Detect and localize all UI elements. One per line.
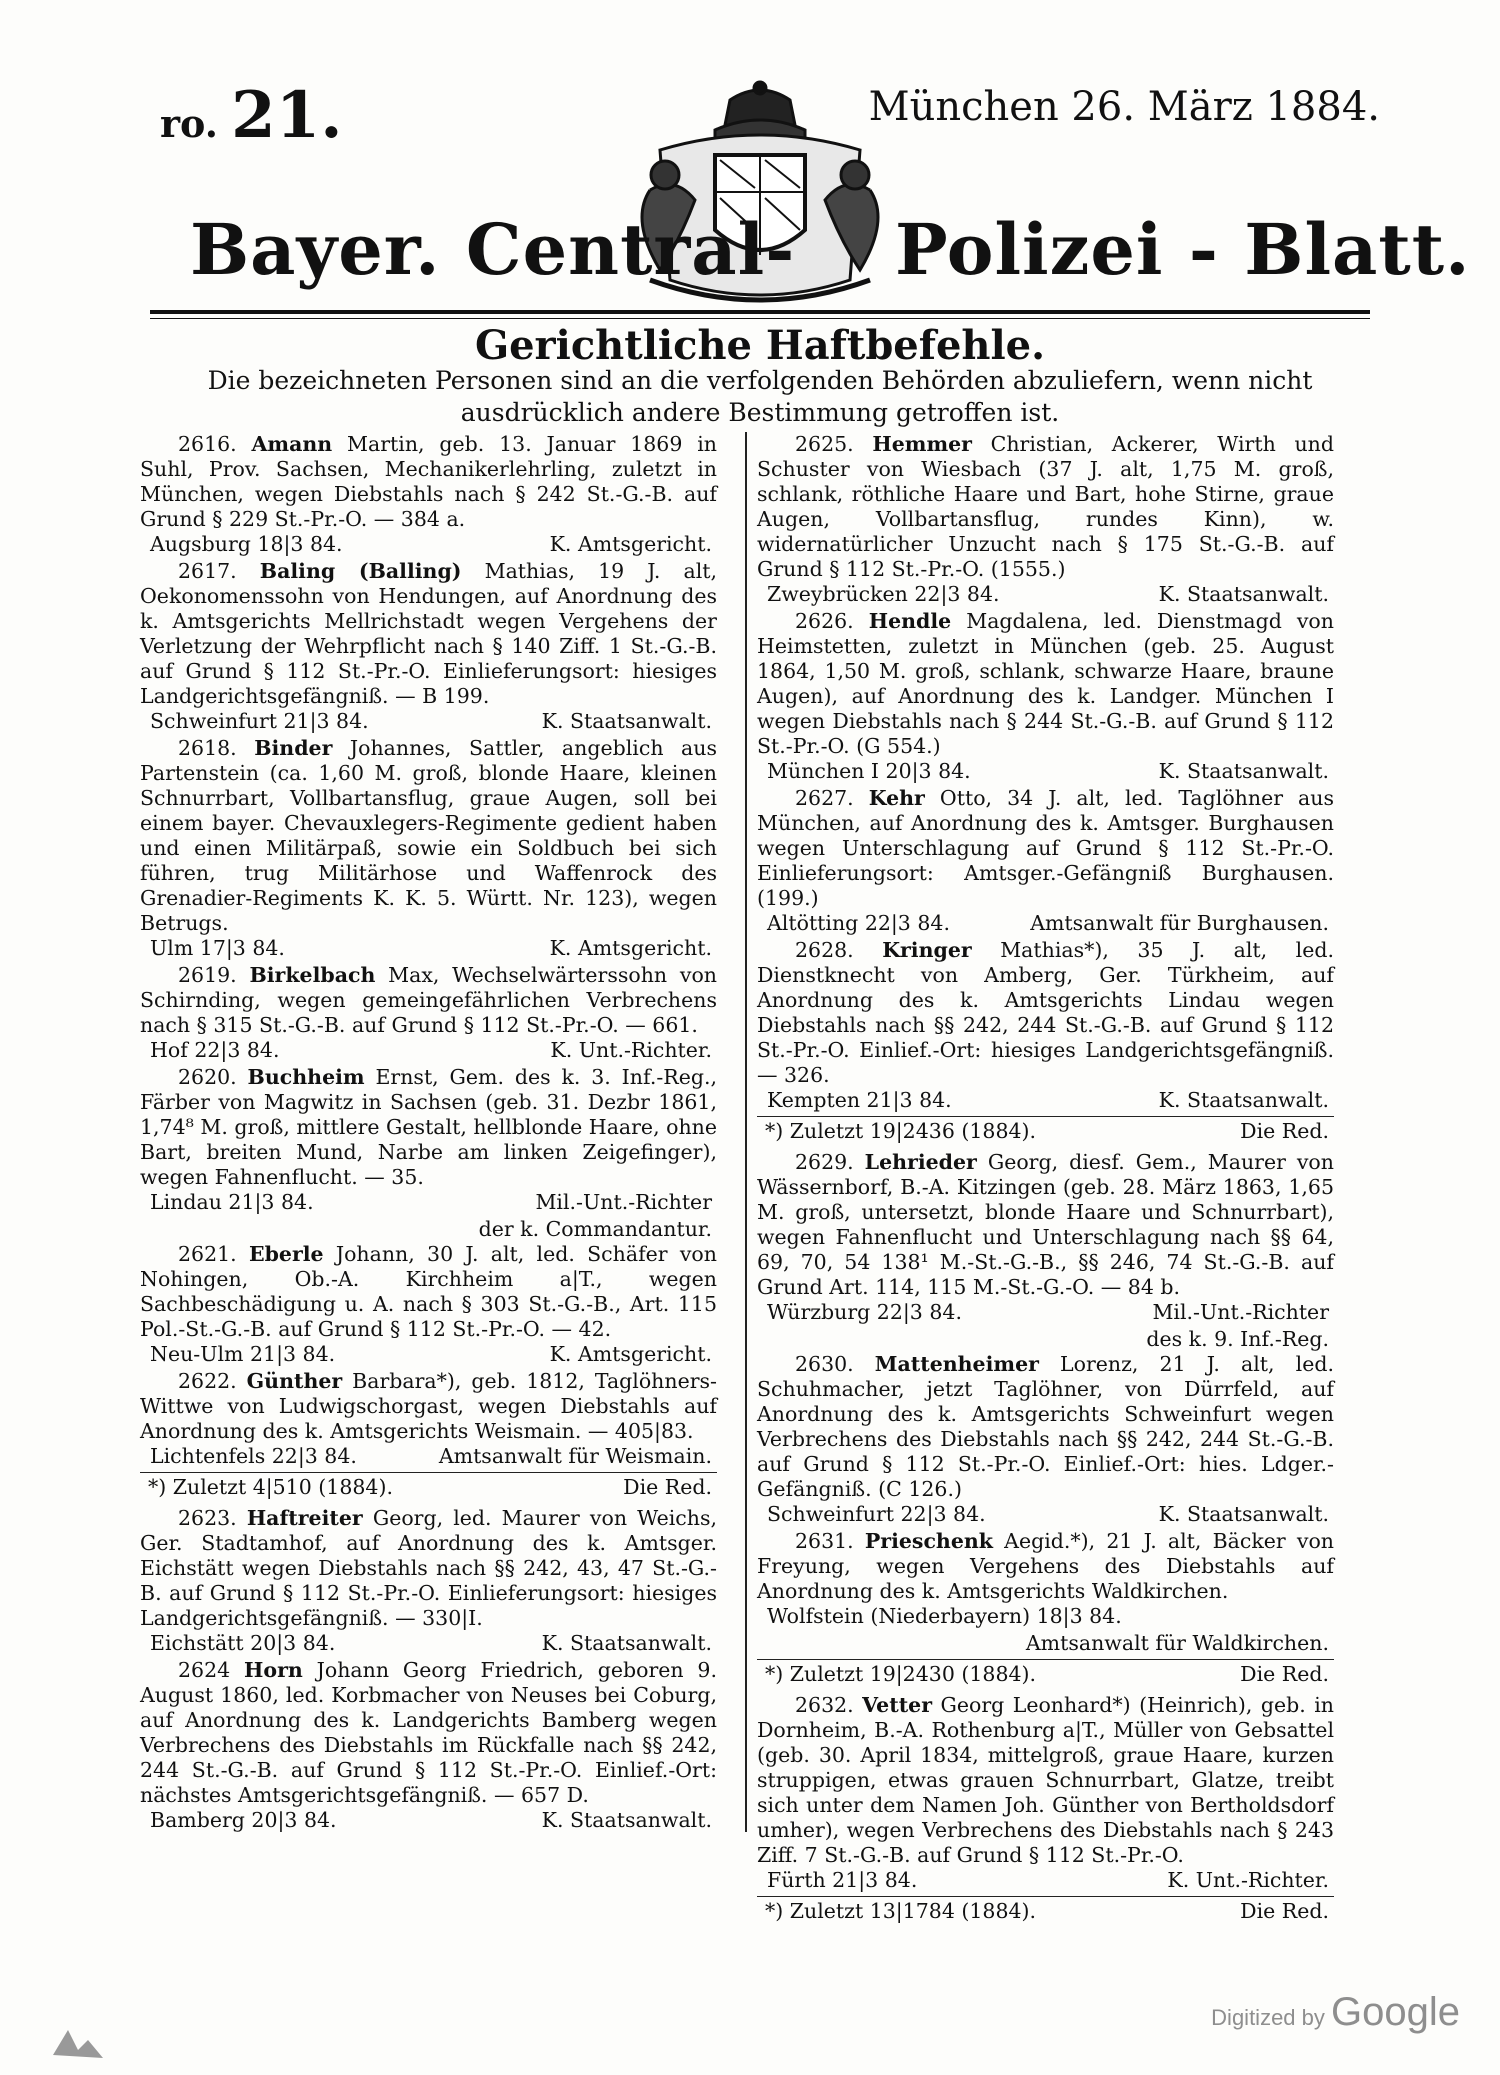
editor-footnote — [757, 1116, 1334, 1146]
warrant-details: Magdalena, led. Dienstmagd von Heimstetten, zuletzt in München (geb. 25. August 1864, 1,50 M. groß, schlank, schwarze Haare, braune Augen), auf Anordnung des k. Landger. München I wegen Diebstahls nach § 244 St.-G.-B. auf Grund § 112 St.-Pr.-O. (G 554.) — [757, 609, 1334, 758]
warrant-number: 2627. — [795, 786, 854, 810]
warrant-entry — [140, 1369, 717, 1502]
issuing-authority: K. Staatsanwalt. — [1158, 759, 1329, 783]
warrant-text — [757, 1693, 1334, 1868]
issue-date: München 26. März 1884. — [868, 84, 1380, 130]
warrant-signature — [140, 1190, 717, 1215]
issuing-authority: K. Amtsgericht. — [549, 1342, 712, 1366]
issuing-authority: Mil.-Unt.-Richter — [1152, 1300, 1329, 1324]
warrant-details: Lorenz, 21 J. alt, led. Schuhmacher, jetzt Taglöhner, von Dürrfeld, auf Anordnung des k. Amtsgerichts Schweinfurt wegen Verbrechens des Diebstahls nach §§ 242, 244 St.-G.-B. auf Grund § 112 St.-Pr.-O. Einlief.-Ort: hies. Ldger.-Gefängniß. (C 126.) — [757, 1352, 1334, 1501]
person-name: Günther — [246, 1369, 343, 1393]
issuing-place-date: Wolfstein (Niederbayern) 18|3 84. — [767, 1604, 1122, 1628]
issuing-place-date: Hof 22|3 84. — [150, 1038, 280, 1062]
google-logo: Google — [1331, 1990, 1460, 2034]
warrant-signature — [140, 1444, 717, 1469]
issuing-place-date: Neu-Ulm 21|3 84. — [150, 1342, 336, 1366]
warrant-signature — [757, 759, 1334, 784]
issuing-authority: K. Unt.-Richter. — [550, 1038, 712, 1062]
person-name: Haftreiter — [246, 1506, 363, 1530]
warrant-signature — [140, 709, 717, 734]
warrant-details: Otto, 34 J. alt, led. Taglöhner aus München, auf Anordnung des k. Amtsger. Burghausen wegen Unterschlagung auf Grund § 112 St.-Pr.-O. Einlieferungsort: Amtsger.-Gefängniß Burghausen. (199.) — [757, 786, 1334, 910]
warrant-signature — [757, 582, 1334, 607]
warrant-number: 2631. — [795, 1529, 854, 1553]
editor-footnote — [140, 1472, 717, 1502]
editor-footnote — [757, 1659, 1334, 1689]
warrant-text — [757, 609, 1334, 759]
warrant-signature — [757, 1502, 1334, 1527]
warrant-number: 2628. — [795, 938, 854, 962]
warrant-number: 2625. — [795, 432, 854, 456]
warrant-number: 2620. — [178, 1065, 237, 1089]
issuing-authority: Amtsanwalt für Burghausen. — [1030, 911, 1329, 935]
warrant-signature — [140, 1342, 717, 1367]
column-divider — [745, 432, 747, 1832]
footnote-text: *) Zuletzt 19|2430 (1884). — [765, 1662, 1037, 1686]
warrant-number: 2626. — [795, 609, 854, 633]
warrant-entry — [757, 609, 1334, 784]
left-column — [140, 432, 717, 1835]
warrant-entry — [757, 1693, 1334, 1926]
warrant-details: Johannes, Sattler, angeblich aus Partenstein (ca. 1,60 M. groß, blonde Haare, kleinen Schnurrbart, Vollbartansflug, graue Augen, soll bei einem bayer. Chevauxlegers-Regimente gedient haben und einen Militärpaß, sowie ein Soldbuch bei sich führen, trug Militärhose und Waffenrock des Grenadier-Regiments K. K. 5. Württ. Nr. 123), wegen Betrugs. — [140, 736, 717, 935]
warrant-entry — [757, 1352, 1334, 1527]
warrant-entry — [757, 432, 1334, 607]
warrant-entry — [140, 736, 717, 961]
issuing-authority: K. Staatsanwalt. — [1158, 582, 1329, 606]
issuing-place-date: Eichstätt 20|3 84. — [150, 1631, 336, 1655]
warrant-signature — [757, 1868, 1334, 1893]
issuing-authority: K. Staatsanwalt. — [1158, 1088, 1329, 1112]
issuing-authority: K. Staatsanwalt. — [541, 1631, 712, 1655]
warrant-details: Barbara*), geb. 1812, Taglöhners-Wittwe von Ludwigschorgast, wegen Diebstahls auf Anordnung des k. Amtsgerichts Weismain. — 405|83. — [140, 1369, 717, 1443]
editor-footnote — [757, 1896, 1334, 1926]
warrant-text — [140, 1369, 717, 1444]
warrant-entry — [757, 1150, 1334, 1352]
warrant-entry — [140, 1506, 717, 1656]
warrant-signature — [140, 1631, 717, 1656]
warrant-details: Georg, diesf. Gem., Maurer von Wässernborf, B.-A. Kitzingen (geb. 28. März 1863, 1,65 M. groß, untersetzt, blonde Haare und Schnurrbart), wegen Fahnenflucht und Unterschlagung nach §§ 64, 69, 70, 54 138¹ M.-St.-G.-B., §§ 246, 74 St.-G.-B. auf Grund Art. 114, 115 M.-St.-G.-O. — 84 b. — [757, 1150, 1334, 1299]
person-name: Lehrieder — [864, 1150, 977, 1174]
warrant-entry — [757, 786, 1334, 936]
person-name: Kringer — [882, 938, 972, 962]
warrant-number: 2623. — [178, 1506, 237, 1530]
footnote-editor: Die Red. — [623, 1475, 712, 1499]
issuing-authority: K. Amtsgericht. — [549, 532, 712, 556]
warrant-text — [140, 1506, 717, 1631]
warrant-text — [757, 786, 1334, 911]
warrant-number: 2632. — [795, 1693, 854, 1717]
footnote-text: *) Zuletzt 13|1784 (1884). — [765, 1899, 1037, 1923]
warrant-number: 2624 — [178, 1658, 231, 1682]
warrant-text — [757, 432, 1334, 582]
issuing-authority: K. Staatsanwalt. — [1158, 1502, 1329, 1526]
warrant-entry — [757, 938, 1334, 1146]
warrant-text — [140, 559, 717, 709]
warrant-entry — [140, 1658, 717, 1833]
issuing-authority: K. Staatsanwalt. — [541, 1808, 712, 1832]
warrant-details: Max, Wechselwärterssohn von Schirnding, wegen gemeingefährlichen Verbrechens nach § 315 St.-G.-B. auf Grund § 112 St.-Pr.-O. — 661. — [140, 963, 717, 1037]
warrant-signature — [757, 1300, 1334, 1325]
person-name: Birkelbach — [249, 963, 376, 987]
footnote-editor: Die Red. — [1240, 1662, 1329, 1686]
person-name: Baling (Balling) — [259, 559, 462, 583]
warrant-number: 2630. — [795, 1352, 854, 1376]
issuing-authority: Mil.-Unt.-Richter — [535, 1190, 712, 1214]
issuing-authority-line2: des k. 9. Inf.-Reg. — [1146, 1327, 1329, 1351]
warrant-signature — [140, 1038, 717, 1063]
person-name: Amann — [251, 432, 333, 456]
warrant-number: 2622. — [178, 1369, 237, 1393]
warrant-entry — [140, 1242, 717, 1367]
person-name: Binder — [254, 736, 333, 760]
issue-number-prefix: ro. — [160, 101, 218, 146]
warrant-signature — [140, 1808, 717, 1833]
section-intro: Die bezeichneten Personen sind an die verfolgenden Behörden abzuliefern, wenn nicht ausdrücklich andere Bestimmung getroffen ist. — [207, 366, 1313, 427]
warrant-details: Johann, 30 J. alt, led. Schäfer von Nohingen, Ob.-A. Kirchheim a|T., wegen Sachbeschädigung u. A. nach § 303 St.-G.-B., Art. 115 Pol.-St.-G.-B. auf Grund § 112 St.-Pr.-O. — 42. — [140, 1242, 717, 1341]
issuing-authority-line2: Amtsanwalt für Waldkirchen. — [1025, 1631, 1329, 1655]
issuing-place-date: Ulm 17|3 84. — [150, 936, 285, 960]
issuing-place-date: Zweybrücken 22|3 84. — [767, 582, 1000, 606]
warrant-details: Mathias, 19 J. alt, Oekonomenssohn von Hendungen, auf Anordnung des k. Amtsgerichts Mellrichstadt wegen Vergehens der Verletzung der Wehrpflicht nach § 140 Ziff. 1 St.-G.-B. auf Grund § 112 St.-Pr.-O. Einlieferungsort: hiesiges Landgerichtsgefängniß. — B 199. — [140, 559, 718, 708]
section-title: Gerichtliche Haftbefehle. — [474, 322, 1046, 369]
issuing-place-date: Augsburg 18|3 84. — [150, 532, 343, 556]
warrant-text — [140, 963, 717, 1038]
right-column — [757, 432, 1334, 1930]
warrant-text — [140, 1242, 717, 1342]
warrant-details: Johann Georg Friedrich, geboren 9. August 1860, led. Korbmacher von Neuses bei Coburg, auf Anordnung des k. Landgerichts Bamberg wegen Verbrechens des Diebstahls im Rückfalle nach §§ 242, 244 St.-G.-B. auf Grund § 112 St.-Pr.-O. Einlief.-Ort: nächstes Amtsgerichtsgefängniß. — 657 D. — [140, 1658, 717, 1807]
issuing-place-date: Lichtenfels 22|3 84. — [150, 1444, 357, 1468]
warrant-text — [140, 736, 717, 936]
warrant-text — [140, 432, 717, 532]
warrant-details: Christian, Ackerer, Wirth und Schuster von Wiesbach (37 J. alt, 1,75 M. groß, schlank, röthliche Haare und Bart, hohe Stirne, graue Augen, Vollbartansflug, rundes Kinn), w. widernatürlicher Unzucht nach § 175 St.-G.-B. auf Grund § 112 St.-Pr.-O. (1555.) — [757, 432, 1334, 581]
warrant-details: Georg Leonhard*) (Heinrich), geb. in Dornheim, B.-A. Rothenburg a|T., Müller von Gebsattel (geb. 30. April 1834, mittelgroß, graue Haare, kurzen struppigen, etwas grauen Schnurrbart, Glatze, treibt sich unter dem Namen Joh. Günther von Bertholdsdorf umher), wegen Verbrechens des Diebstahls nach § 243 Ziff. 7 St.-G.-B. auf Grund § 112 St.-Pr.-O. — [757, 1693, 1334, 1867]
person-name: Hemmer — [872, 432, 972, 456]
warrant-entry — [757, 1529, 1334, 1689]
warrant-signature — [140, 532, 717, 557]
issuing-place-date: München I 20|3 84. — [767, 759, 971, 783]
warrant-details: Mathias*), 35 J. alt, led. Dienstknecht von Amberg, Ger. Türkheim, auf Anordnung des k. Amtsgerichts Lindau wegen Diebstahls nach §§ 242, 244 St.-G.-B. auf Grund § 112 St.-Pr.-O. Einlief.-Ort: hiesiges Landgerichtsgefängniß. — 326. — [757, 938, 1334, 1087]
warrant-details: Georg, led. Maurer von Weichs, Ger. Stadtamhof, auf Anordnung des k. Amtsger. Eichstätt wegen Diebstahls nach §§ 242, 43, 47 St.-G.-B. auf Grund § 112 St.-Pr.-O. Einlieferungsort: hiesiges Landgerichtsgefängniß. — 330|I. — [140, 1506, 717, 1630]
warrant-entry — [140, 963, 717, 1063]
masthead-title-left: Bayer. Central- — [190, 208, 796, 291]
digitized-prefix: Digitized by — [1211, 2005, 1325, 2030]
issuing-authority — [1329, 1604, 1334, 1629]
footnote-editor: Die Red. — [1240, 1119, 1329, 1143]
warrant-text — [757, 1529, 1334, 1604]
issuing-authority: K. Staatsanwalt. — [541, 709, 712, 733]
person-name: Eberle — [248, 1242, 324, 1266]
masthead-rule — [150, 310, 1370, 314]
warrant-text — [140, 1658, 717, 1808]
person-name: Buchheim — [247, 1065, 365, 1089]
footnote-editor: Die Red. — [1240, 1899, 1329, 1923]
person-name: Kehr — [868, 786, 925, 810]
digitized-by-google — [1211, 1990, 1460, 2035]
warrant-signature — [757, 911, 1334, 936]
warrant-number: 2621. — [178, 1242, 237, 1266]
warrant-entry — [140, 1065, 717, 1242]
warrant-entry — [140, 559, 717, 734]
issuing-authority: Amtsanwalt für Weismain. — [438, 1444, 712, 1468]
warrant-entry — [140, 432, 717, 557]
warrant-text — [757, 1352, 1334, 1502]
issuing-place-date: Würzburg 22|3 84. — [767, 1300, 962, 1324]
issuing-place-date: Schweinfurt 22|3 84. — [767, 1502, 986, 1526]
person-name: Prieschenk — [864, 1529, 993, 1553]
person-name: Horn — [244, 1658, 303, 1682]
person-name: Mattenheimer — [874, 1352, 1039, 1376]
warrant-signature — [140, 936, 717, 961]
warrant-number: 2619. — [178, 963, 237, 987]
issuing-place-date: Fürth 21|3 84. — [767, 1868, 918, 1892]
masthead-rule-thin — [150, 318, 1370, 319]
footnote-text: *) Zuletzt 4|510 (1884). — [148, 1475, 393, 1499]
person-name: Hendle — [868, 609, 952, 633]
issuing-authority: K. Amtsgericht. — [549, 936, 712, 960]
warrant-details: Aegid.*), 21 J. alt, Bäcker von Freyung, wegen Vergehens des Diebstahls auf Anordnung des k. Amtsgerichts Waldkirchen. — [757, 1529, 1334, 1603]
issue-number-value: 21. — [231, 78, 343, 153]
warrant-details: Martin, geb. 13. Januar 1869 in Suhl, Prov. Sachsen, Mechanikerlehrling, zuletzt in München, wegen Diebstahls nach § 242 St.-G.-B. auf Grund § 229 St.-Pr.-O. — 384 a. — [140, 432, 717, 531]
warrant-number: 2616. — [178, 432, 237, 456]
issuing-place-date: Altötting 22|3 84. — [767, 911, 950, 935]
warrant-details: Ernst, Gem. des k. 3. Inf.-Reg., Färber von Magwitz in Sachsen (geb. 31. Dezbr 1861, 1,74⁸ M. groß, mittlere Gestalt, hellblonde Haare, ohne Bart, breiten Mund, Narbe am linken Zeigefinger), wegen Fahnenflucht. — 35. — [140, 1065, 717, 1189]
warrant-text — [757, 1150, 1334, 1300]
warrant-number: 2617. — [178, 559, 237, 583]
warrant-text — [757, 938, 1334, 1088]
warrant-text — [140, 1065, 717, 1190]
footnote-text: *) Zuletzt 19|2436 (1884). — [765, 1119, 1037, 1143]
warrant-signature — [757, 1088, 1334, 1113]
issuing-place-date: Bamberg 20|3 84. — [150, 1808, 337, 1832]
issuing-authority: K. Unt.-Richter. — [1167, 1868, 1329, 1892]
person-name: Vetter — [862, 1693, 933, 1717]
issuing-place-date: Lindau 21|3 84. — [150, 1190, 314, 1214]
issuing-place-date: Kempten 21|3 84. — [767, 1088, 952, 1112]
scan-mark-icon — [48, 2020, 108, 2060]
warrant-number: 2618. — [178, 736, 237, 760]
masthead-title-right: Polizei - Blatt. — [895, 208, 1471, 291]
warrant-number: 2629. — [795, 1150, 854, 1174]
warrant-signature — [757, 1604, 1334, 1629]
issuing-place-date: Schweinfurt 21|3 84. — [150, 709, 369, 733]
issue-number — [160, 78, 343, 153]
issuing-authority-line2: der k. Commandantur. — [478, 1217, 712, 1241]
